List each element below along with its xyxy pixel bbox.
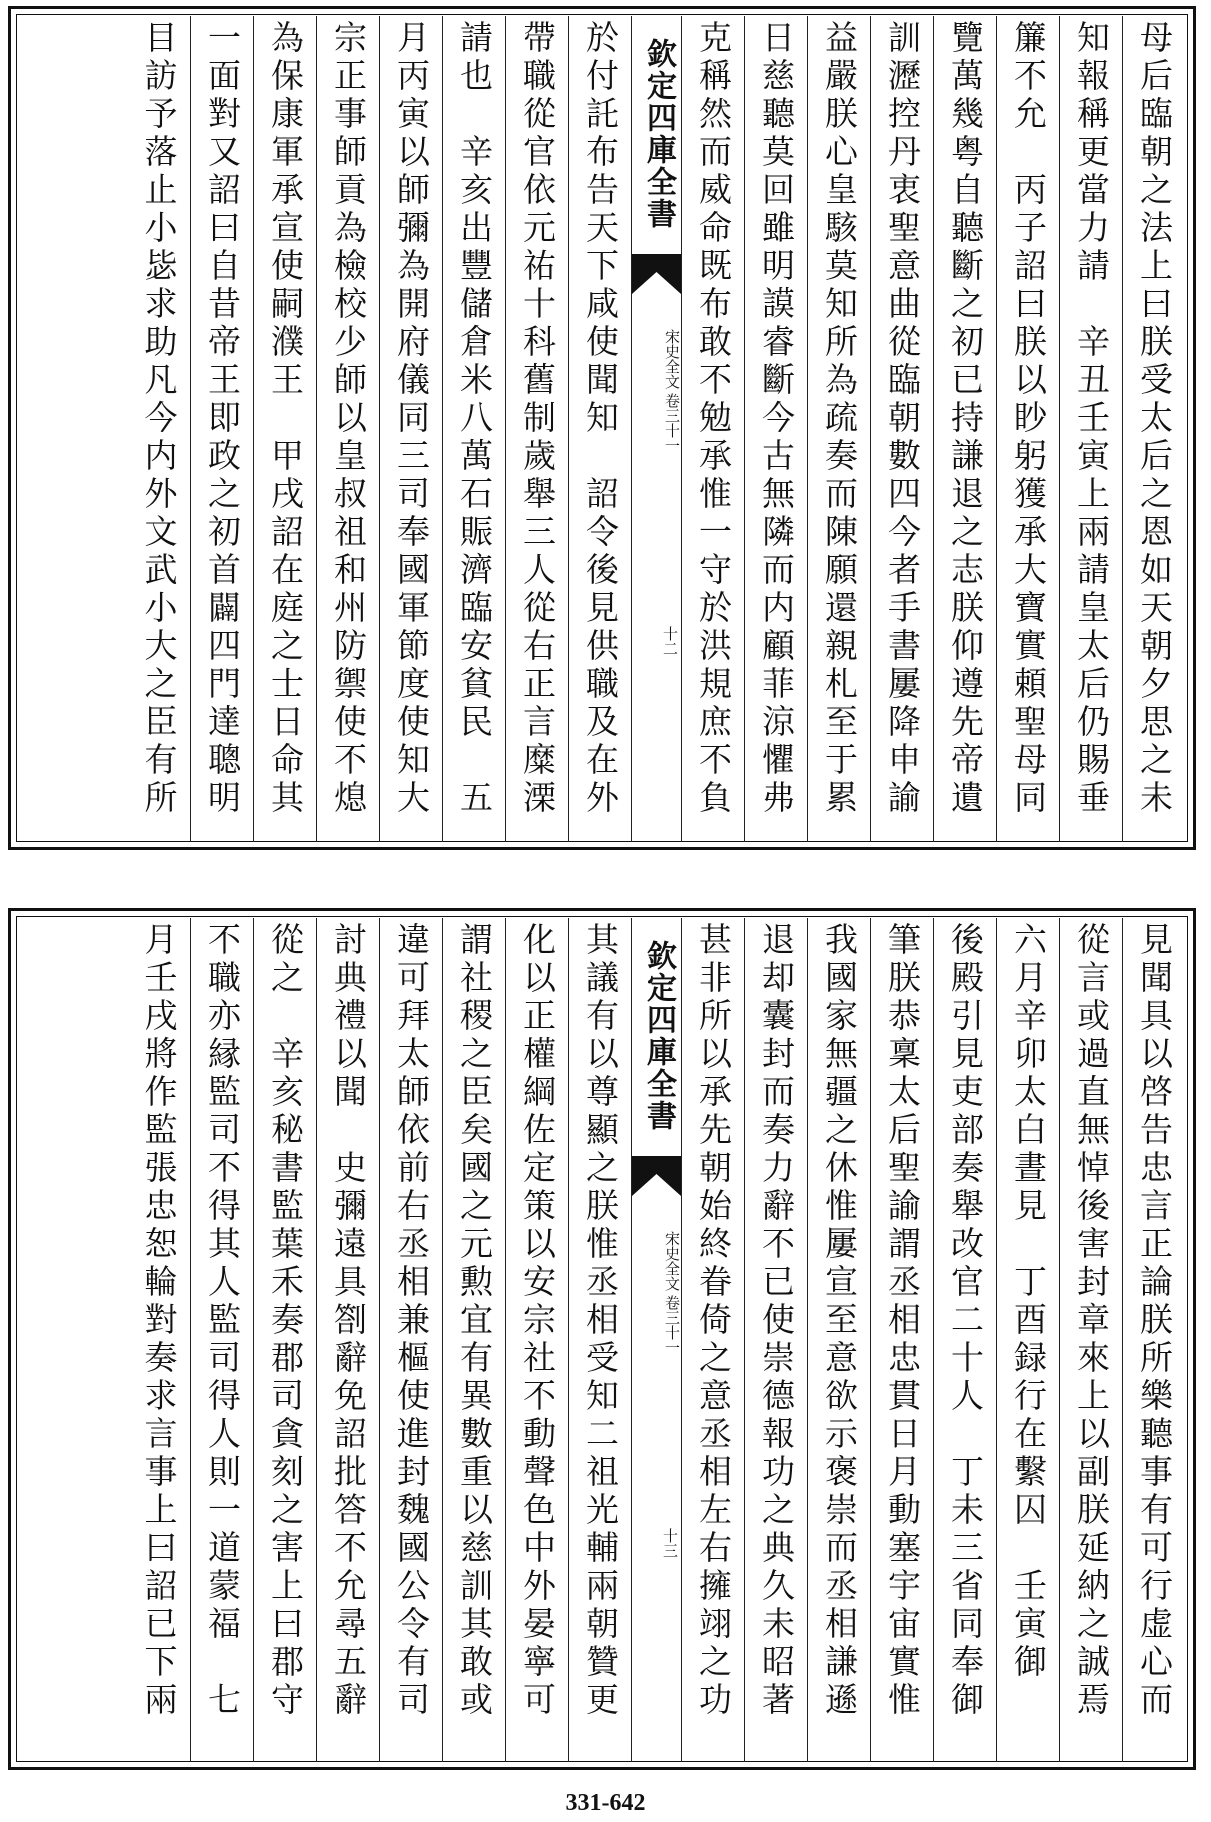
top-column-16: 目訪予落止小毖求助凡今内外文武小大之臣有所 <box>139 20 179 818</box>
top-gutter-volume: 卷三十一 <box>663 393 681 453</box>
bottom-column-3: 六月辛卯太白晝見 丁酉録行在繫囚 壬寅御 <box>996 918 1059 1762</box>
top-fishtail-ornament <box>632 254 681 294</box>
top-column-1: 母后臨朝之法上曰朕受太后之恩如天朝夕思之未 <box>1122 16 1185 842</box>
top-center-gutter <box>631 16 681 842</box>
bottom-fishtail-ornament <box>632 1156 681 1196</box>
bottom-column-16: 月壬戌將作監張忠恕輪對奏求言事上曰詔已下兩 <box>139 922 179 1720</box>
top-text-columns <box>20 16 1185 842</box>
top-gutter-page-number: 十二 <box>661 626 679 656</box>
top-column-12: 月丙寅以師彌為開府儀同三司奉國軍節度使知大 <box>379 16 442 842</box>
bottom-gutter-title: 欽定四庫全書 <box>641 939 676 1132</box>
top-gutter-book-title: 宋史全文 <box>663 329 681 389</box>
bottom-column-5: 筆朕恭稟太后聖諭謂丞相忠貫日月動塞宇宙實惟 <box>870 918 933 1762</box>
bottom-column-13: 討典禮以聞 史彌遠具劄辭免詔批答不允尋五辭 <box>316 918 379 1762</box>
bottom-gutter-volume: 卷三十一 <box>663 1295 681 1355</box>
top-column-3: 簾不允 丙子詔曰朕以眇躬獲承大寶實頼聖母同 <box>996 16 1059 842</box>
bottom-column-1: 見聞具以啓告忠言正論朕所樂聽事有可行虚心而 <box>1122 918 1185 1762</box>
bottom-gutter-page-number: 十三 <box>661 1528 679 1558</box>
top-column-15: 一面對又詔曰自昔帝王即政之初首闢四門達聰明 <box>190 16 253 842</box>
top-column-7: 日慈聽莫回雖明謨睿斷今古無隣而内顧菲涼懼弗 <box>744 16 807 842</box>
bottom-text-columns <box>20 918 1185 1762</box>
bottom-column-6: 我國家無疆之休惟屢宣至意欲示褒崇而丞相謙遜 <box>807 918 870 1762</box>
bottom-column-15: 不職亦縁監司不得其人監司得人則一道蒙福 七 <box>190 918 253 1762</box>
bottom-column-7: 退却囊封而奏力辭不已使崇德報功之典久未昭著 <box>744 918 807 1762</box>
top-column-8: 克稱然而威命既布敢不勉承惟一守於洪規庶不負 <box>681 16 744 842</box>
top-column-11: 請也 辛亥出豐儲倉米八萬石賑濟臨安貧民 五 <box>442 16 505 842</box>
top-column-13: 宗正事師貢為檢校少師以皇叔祖和州防禦使不熄 <box>316 16 379 842</box>
bottom-column-4: 後殿引見吏部奏舉改官二十人 丁未三省同奉御 <box>933 918 996 1762</box>
top-column-14: 為保康軍承宣使嗣濮王 甲戌詔在庭之士日命其 <box>253 16 316 842</box>
bottom-gutter-book-title: 宋史全文 <box>663 1231 681 1291</box>
bottom-center-gutter <box>631 918 681 1762</box>
top-column-9: 於付託布告天下咸使聞知 詔令後見供職及在外 <box>568 16 631 842</box>
bottom-column-2: 從言或過直無悼後害封章來上以副朕延納之誠焉 <box>1059 918 1122 1762</box>
top-column-4: 覽萬幾粤自聽斷之初已持謙退之志朕仰遵先帝遺 <box>933 16 996 842</box>
bottom-column-14: 從之 辛亥秘書監葉禾奏郡司貪刻之害上曰郡守 <box>253 918 316 1762</box>
top-column-6: 益嚴朕心皇駭莫知所為疏奏而陳願還親札至于累 <box>807 16 870 842</box>
bottom-gutter-subtitle <box>632 1218 681 1368</box>
bottom-column-8: 甚非所以承先朝始終眷倚之意丞相左右擁翊之功 <box>681 918 744 1762</box>
bottom-column-9: 其議有以尊顯之朕惟丞相受知二祖光輔兩朝贊更 <box>568 918 631 1762</box>
top-column-5: 訓瀝控丹衷聖意曲從臨朝數四今者手書屢降申諭 <box>870 16 933 842</box>
top-column-2: 知報稱更當力請 辛丑壬寅上兩請皇太后仍賜垂 <box>1059 16 1122 842</box>
top-gutter-subtitle <box>632 316 681 466</box>
top-column-10: 帶職從官依元祐十科舊制歲舉三人從右正言糜溧 <box>505 16 568 842</box>
bottom-column-10: 化以正權綱佐定策以安宗社不動聲色中外晏寧可 <box>505 918 568 1762</box>
page-code-footer: 331-642 <box>565 1790 646 1816</box>
bottom-column-11: 謂社稷之臣矣國之元勲宜有異數重以慈訓其敢或 <box>442 918 505 1762</box>
top-gutter-title: 欽定四庫全書 <box>641 37 676 230</box>
bottom-column-12: 違可拜太師依前右丞相兼樞使進封魏國公令有司 <box>379 918 442 1762</box>
